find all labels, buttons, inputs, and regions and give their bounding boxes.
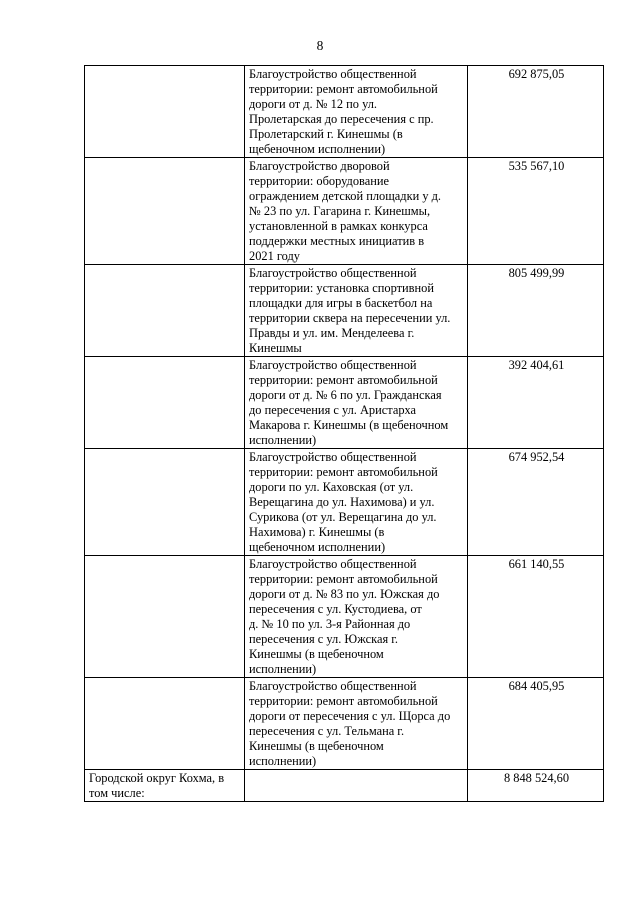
description-line: территории: установка спортивной xyxy=(249,281,434,295)
table-row xyxy=(85,449,604,556)
description-line: Пролетарская до пересечения с пр. xyxy=(249,112,434,126)
table-row xyxy=(85,357,604,449)
municipality-cell: Городской округ Кохма, в том числе: xyxy=(85,770,245,802)
description-line: 2021 году xyxy=(249,249,300,263)
description-cell xyxy=(245,158,468,265)
description-line: исполнении) xyxy=(249,433,317,447)
description-line: Благоустройство общественной xyxy=(249,358,417,372)
description-line: Правды и ул. им. Менделеева г. xyxy=(249,326,415,340)
description-line: Благоустройство дворовой xyxy=(249,159,390,173)
description-cell xyxy=(245,357,468,449)
description-line: Благоустройство общественной xyxy=(249,557,417,571)
description-line: дороги от пересечения с ул. Щорса до xyxy=(249,709,451,723)
description-line: Верещагина до ул. Нахимова) и ул. xyxy=(249,495,435,509)
municipality-cell xyxy=(85,158,245,265)
table-row xyxy=(85,770,604,802)
municipality-cell xyxy=(85,66,245,158)
description-line: территории сквера на пересечении ул. xyxy=(249,311,451,325)
table-row xyxy=(85,265,604,357)
description-line: дороги от д. № 12 по ул. xyxy=(249,97,378,111)
description-line: № 23 по ул. Гагарина г. Кинешмы, xyxy=(249,204,431,218)
municipality-cell xyxy=(85,265,245,357)
municipality-cell xyxy=(85,449,245,556)
description-line: Кинешмы (в щебеночном xyxy=(249,739,384,753)
description-line: Кинешмы (в щебеночном xyxy=(249,647,384,661)
description-cell xyxy=(245,678,468,770)
description-line: территории: оборудование xyxy=(249,174,389,188)
description-line: Нахимова) г. Кинешмы (в xyxy=(249,525,385,539)
description-line: исполнении) xyxy=(249,662,317,676)
amount-cell: 392 404,61 xyxy=(468,357,604,449)
description-line: Благоустройство общественной xyxy=(249,679,417,693)
table-row xyxy=(85,66,604,158)
amount-cell: 674 952,54 xyxy=(468,449,604,556)
description-line: территории: ремонт автомобильной xyxy=(249,465,438,479)
amount-cell: 535 567,10 xyxy=(468,158,604,265)
description-line: Сурикова (от ул. Верещагина до ул. xyxy=(249,510,437,524)
amount-cell: 8 848 524,60 xyxy=(468,770,604,802)
table-body xyxy=(85,66,604,802)
description-line: площадки для игры в баскетбол на xyxy=(249,296,433,310)
description-line: пересечения с ул. Южская г. xyxy=(249,632,399,646)
description-line: поддержки местных инициатив в xyxy=(249,234,425,248)
table-row xyxy=(85,678,604,770)
description-line: дороги от д. № 83 по ул. Южская до xyxy=(249,587,440,601)
amount-cell: 684 405,95 xyxy=(468,678,604,770)
description-line: щебеночном исполнении) xyxy=(249,540,386,554)
description-line: пересечения с ул. Кустодиева, от xyxy=(249,602,422,616)
amount-cell: 661 140,55 xyxy=(468,556,604,678)
description-line: Благоустройство общественной xyxy=(249,450,417,464)
description-line: территории: ремонт автомобильной xyxy=(249,82,438,96)
description-line: щебеночном исполнении) xyxy=(249,142,386,156)
table-row xyxy=(85,158,604,265)
description-line: пересечения с ул. Тельмана г. xyxy=(249,724,405,738)
table-row xyxy=(85,556,604,678)
description-cell xyxy=(245,556,468,678)
description-line: Пролетарский г. Кинешмы (в xyxy=(249,127,403,141)
description-line: д. № 10 по ул. 3-я Районная до xyxy=(249,617,411,631)
description-cell xyxy=(245,449,468,556)
description-line: территории: ремонт автомобильной xyxy=(249,694,438,708)
description-line: Макарова г. Кинешмы (в щебеночном xyxy=(249,418,449,432)
municipality-cell xyxy=(85,357,245,449)
description-line: исполнении) xyxy=(249,754,317,768)
budget-table xyxy=(84,65,604,802)
amount-cell: 805 499,99 xyxy=(468,265,604,357)
description-line: территории: ремонт автомобильной xyxy=(249,373,438,387)
description-line: дороги по ул. Каховская (от ул. xyxy=(249,480,414,494)
municipality-cell xyxy=(85,556,245,678)
description-line: ограждением детской площадки у д. xyxy=(249,189,442,203)
description-line: дороги от д. № 6 по ул. Гражданская xyxy=(249,388,442,402)
description-line: установленной в рамках конкурса xyxy=(249,219,428,233)
municipality-cell xyxy=(85,678,245,770)
description-line: Благоустройство общественной xyxy=(249,67,417,81)
page-number: 8 xyxy=(316,38,324,53)
description-cell xyxy=(245,66,468,158)
description-cell xyxy=(245,770,468,802)
description-line: Кинешмы xyxy=(249,341,302,355)
description-line: до пересечения с ул. Аристарха xyxy=(249,403,417,417)
description-line: территории: ремонт автомобильной xyxy=(249,572,438,586)
description-cell xyxy=(245,265,468,357)
amount-cell: 692 875,05 xyxy=(468,66,604,158)
description-line: Благоустройство общественной xyxy=(249,266,417,280)
